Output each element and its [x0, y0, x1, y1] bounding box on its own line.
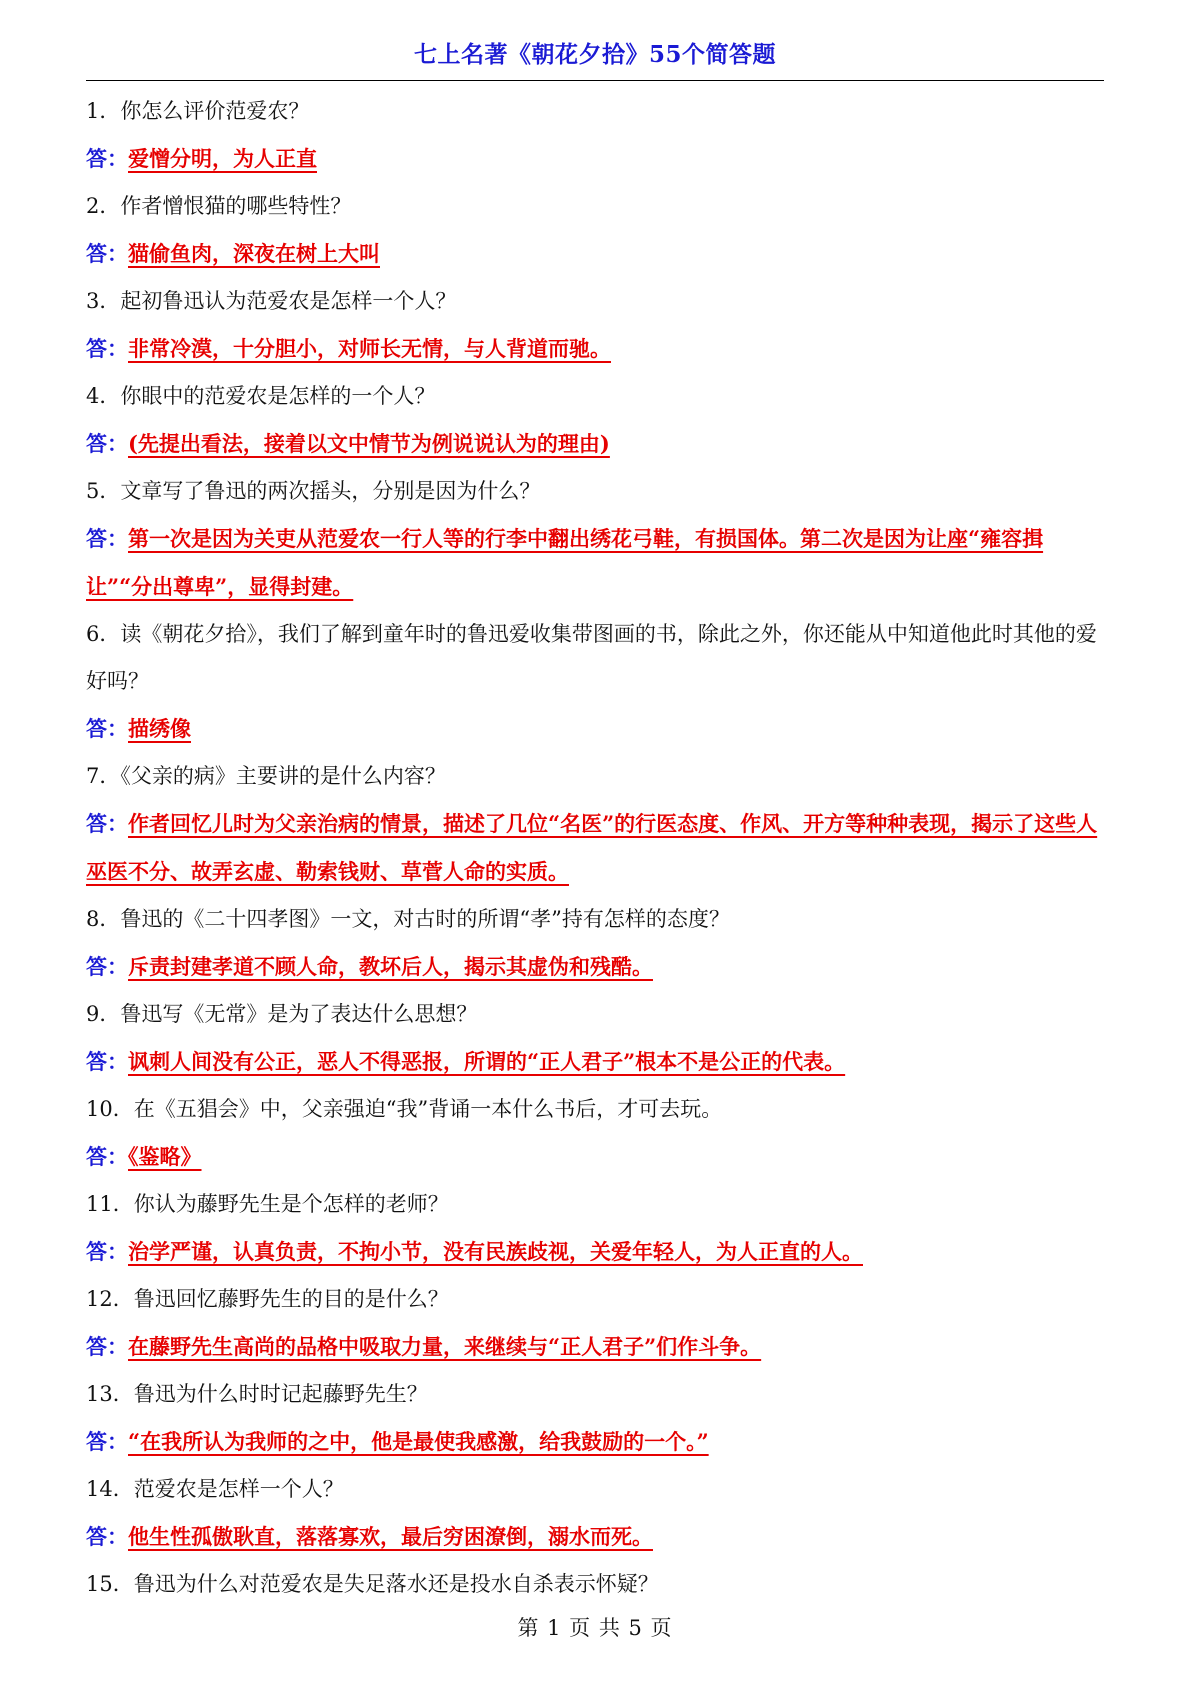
question-9: 9．鲁迅写《无常》是为了表达什么思想？: [86, 1002, 478, 1026]
answer-label: 答：: [86, 431, 128, 456]
answer-label: 答：: [86, 1239, 128, 1264]
question-10: 10．在《五猖会》中，父亲强迫“我”背诵一本什么书后，才可去玩。: [86, 1097, 723, 1121]
answer-label: 答：: [86, 954, 128, 979]
answer-label: 答：: [86, 1334, 128, 1359]
answer-text: 《鉴略》: [128, 1144, 202, 1169]
document-title: 七上名著《朝花夕拾》55个简答题: [413, 41, 776, 68]
question-15: 15．鲁迅为什么对范爱农是失足落水还是投水自杀表示怀疑？: [86, 1572, 659, 1596]
answer-label: 答：: [86, 1144, 128, 1169]
answer-text: 描绣像: [128, 716, 191, 741]
answer-3: [86, 325, 1106, 373]
answer-text: 猫偷鱼肉，深夜在树上大叫: [128, 241, 380, 266]
question-11: 11．你认为藤野先生是个怎样的老师？: [86, 1192, 449, 1216]
page-number: 第 1 页 共 5 页: [517, 1616, 673, 1640]
question-7: 7．《父亲的病》主要讲的是什么内容？: [86, 764, 446, 788]
question-3: 3．起初鲁迅认为范爱农是怎样一个人？: [86, 289, 457, 313]
answer-text: 非常冷漠，十分胆小，对师长无情，与人背道而驰。: [128, 336, 611, 361]
question-13: 13．鲁迅为什么时时记起藤野先生？: [86, 1382, 428, 1406]
answer-label: 答：: [86, 336, 128, 361]
answer-14: [86, 1513, 1106, 1561]
answer-text: 斥责封建孝道不顾人命，教坏后人，揭示其虚伪和残酷。: [128, 954, 653, 979]
answer-1: [86, 135, 1106, 183]
answer-label: 答：: [86, 1049, 128, 1074]
question-2: 2．作者憎恨猫的哪些特性？: [86, 194, 352, 218]
answer-label: 答：: [86, 811, 128, 836]
answer-9: [86, 1038, 1106, 1086]
answer-text: 第一次是因为关吏从范爱农一行人等的行李中翻出绣花弓鞋，有损国体。第二次是因为让座“雍容揖让”“分出尊卑”，显得封建。: [86, 526, 1044, 599]
question-4: 4．你眼中的范爱农是怎样的一个人？: [86, 384, 436, 408]
answer-label: 答：: [86, 526, 128, 551]
question-14: 14．范爱农是怎样一个人？: [86, 1477, 344, 1501]
answer-11: [86, 1228, 1106, 1276]
answer-label: 答：: [86, 1429, 128, 1454]
answer-text: 治学严谨，认真负责，不拘小节，没有民族歧视，关爱年轻人，为人正直的人。: [128, 1239, 863, 1264]
question-12: 12．鲁迅回忆藤野先生的目的是什么？: [86, 1287, 449, 1311]
answer-6: [86, 705, 1106, 753]
page-header: [86, 30, 1104, 81]
answer-13: [86, 1418, 1106, 1466]
qa-list: [86, 88, 1106, 1608]
answer-5: [86, 515, 1106, 611]
answer-10: [86, 1133, 1106, 1181]
question-5: 5．文章写了鲁迅的两次摇头，分别是因为什么？: [86, 479, 541, 503]
answer-text: 在藤野先生高尚的品格中吸取力量，来继续与“正人君子”们作斗争。: [128, 1334, 762, 1359]
answer-text: “在我所认为我师的之中，他是最使我感激，给我鼓励的一个。”: [128, 1429, 709, 1454]
answer-label: 答：: [86, 146, 128, 171]
answer-text: (先提出看法，接着以文中情节为例说说认为的理由): [128, 431, 610, 456]
answer-8: [86, 943, 1106, 991]
answer-label: 答：: [86, 716, 128, 741]
answer-12: [86, 1323, 1106, 1371]
answer-text: 他生性孤傲耿直，落落寡欢，最后穷困潦倒，溺水而死。: [128, 1524, 653, 1549]
question-1: 1．你怎么评价范爱农？: [86, 99, 310, 123]
answer-text: 讽刺人间没有公正，恶人不得恶报，所谓的“正人君子”根本不是公正的代表。: [128, 1049, 846, 1074]
answer-7: [86, 800, 1106, 896]
question-6: 6．读《朝花夕拾》，我们了解到童年时的鲁迅爱收集带图画的书，除此之外，你还能从中知道他此时其他的爱好吗？: [86, 622, 1097, 693]
answer-label: 答：: [86, 241, 128, 266]
answer-4: [86, 420, 1106, 468]
answer-2: [86, 230, 1106, 278]
question-8: 8．鲁迅的《二十四孝图》一文，对古时的所谓“孝”持有怎样的态度？: [86, 907, 730, 931]
answer-text: 作者回忆儿时为父亲治病的情景，描述了几位“名医”的行医态度、作风、开方等种种表现，揭示了这些人巫医不分、故弄玄虚、勒索钱财、草菅人命的实质。: [86, 811, 1098, 884]
answer-text: 爱憎分明，为人正直: [128, 146, 317, 171]
answer-label: 答：: [86, 1524, 128, 1549]
